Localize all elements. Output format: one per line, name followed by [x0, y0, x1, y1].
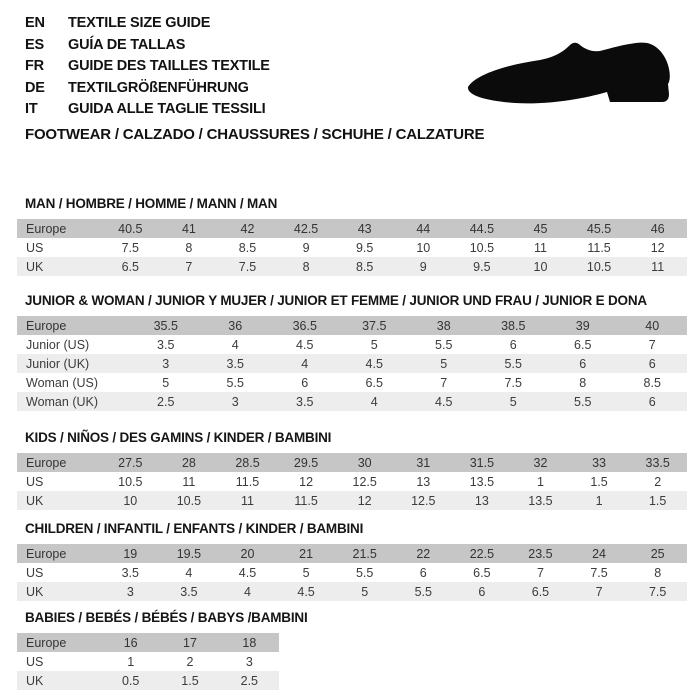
- table-row-europe: [17, 544, 687, 563]
- size-cell: 40: [645, 318, 660, 333]
- size-cell: 6: [478, 584, 486, 599]
- row-label: US: [26, 240, 44, 255]
- size-cell: 6: [509, 337, 517, 352]
- size-cell: 33: [592, 455, 606, 470]
- size-cell: 11: [533, 240, 547, 255]
- size-cell: 36.5: [292, 318, 317, 333]
- size-cell: 7: [648, 337, 656, 352]
- section-man: [17, 196, 687, 276]
- table-row-uk: [17, 491, 687, 510]
- size-cell: 10.5: [586, 259, 612, 274]
- size-cell: 7.5: [590, 565, 608, 580]
- size-cell: 10.5: [176, 493, 202, 508]
- table-row-us: [17, 238, 687, 257]
- size-cell: 12.5: [352, 474, 377, 489]
- size-table-man: [17, 219, 687, 276]
- size-cell: 40.5: [118, 221, 143, 236]
- size-cell: 24: [592, 546, 606, 561]
- size-cell: 13: [474, 493, 489, 508]
- table-row-europe: [17, 453, 687, 472]
- size-cell: 4.5: [238, 565, 257, 580]
- row-label: Europe: [26, 221, 67, 236]
- size-cell: 6.5: [473, 565, 491, 580]
- size-cell: 10.5: [118, 474, 143, 489]
- guide-title: TEXTILGRÖßENFÜHRUNG: [68, 79, 249, 96]
- size-cell: 1: [127, 654, 135, 669]
- size-cell: 3: [162, 356, 170, 371]
- table-row-uk: [17, 582, 687, 601]
- row-label: Woman (US): [26, 375, 99, 390]
- size-cell: 4: [231, 337, 239, 352]
- size-cell: 45: [533, 221, 548, 236]
- row-label: Europe: [26, 635, 67, 650]
- guide-title: GUIDE DES TAILLES TEXTILE: [68, 58, 270, 75]
- size-cell: 30: [357, 455, 372, 470]
- size-cell: 3.5: [121, 565, 139, 580]
- table-row-uk: [17, 671, 279, 690]
- guide-title: GUÍA DE TALLAS: [68, 36, 186, 53]
- size-cell: 9.5: [355, 240, 374, 255]
- size-cell: 5.5: [504, 356, 522, 371]
- size-cell: 6: [301, 375, 309, 390]
- table-row-europe: [17, 316, 687, 335]
- size-cell: 8: [654, 565, 662, 580]
- size-table-kids: [17, 453, 687, 510]
- size-cell: 11.5: [235, 474, 260, 489]
- size-cell: 6.5: [574, 337, 592, 352]
- size-cell: 1: [595, 493, 603, 508]
- size-cell: 2: [654, 474, 662, 489]
- size-cell: 11.5: [587, 240, 611, 255]
- size-cell: 21.5: [352, 546, 377, 561]
- size-cell: 25: [650, 546, 665, 561]
- size-cell: 6.5: [121, 259, 139, 274]
- size-cell: 35.5: [153, 318, 178, 333]
- size-cell: 8: [185, 240, 193, 255]
- size-cell: 33.5: [645, 455, 670, 470]
- row-label: US: [26, 654, 44, 669]
- size-cell: 0.5: [121, 673, 140, 688]
- language-row: [25, 56, 270, 78]
- size-cell: 7: [185, 259, 193, 274]
- size-cell: 43: [357, 221, 372, 236]
- size-cell: 10: [123, 493, 138, 508]
- size-cell: 37.5: [362, 318, 387, 333]
- size-cell: 8.5: [238, 240, 257, 255]
- size-cell: 4.5: [435, 394, 453, 409]
- size-cell: 41: [181, 221, 196, 236]
- size-cell: 38.5: [501, 318, 526, 333]
- size-cell: 44.5: [469, 221, 495, 236]
- size-cell: 11: [182, 474, 196, 489]
- table-row-woman-uk: [17, 392, 687, 411]
- size-cell: 19: [123, 546, 138, 561]
- size-cell: 9: [419, 259, 427, 274]
- size-cell: 9.5: [473, 259, 491, 274]
- size-cell: 4: [244, 584, 251, 599]
- size-cell: 46: [650, 221, 665, 236]
- size-cell: 3.5: [296, 394, 314, 409]
- size-cell: 7: [440, 375, 448, 390]
- size-cell: 19.5: [176, 546, 202, 561]
- size-cell: 4: [185, 565, 193, 580]
- row-label: UK: [26, 493, 44, 508]
- table-row-junior-uk: [17, 354, 687, 373]
- size-cell: 38: [436, 318, 451, 333]
- size-cell: 6.5: [365, 375, 383, 390]
- table-row-us: [17, 563, 687, 582]
- row-label: Woman (UK): [26, 394, 99, 409]
- size-cell: 22.5: [469, 546, 495, 561]
- size-cell: 21: [299, 546, 314, 561]
- size-cell: 2.5: [157, 394, 175, 409]
- size-cell: 17: [183, 635, 197, 650]
- dress-shoe-icon: [455, 30, 695, 120]
- size-cell: 5: [162, 375, 170, 390]
- size-cell: 6: [579, 356, 587, 371]
- size-cell: 13: [416, 474, 431, 489]
- size-cell: 3: [231, 394, 239, 409]
- size-cell: 7: [536, 565, 544, 580]
- size-cell: 5: [440, 356, 448, 371]
- table-row-europe: [17, 633, 279, 652]
- size-cell: 4: [370, 394, 378, 409]
- section-title-man: MAN / HOMBRE / HOMME / MANN / MAN: [25, 196, 278, 211]
- size-cell: 18: [242, 635, 257, 650]
- size-cell: 11: [651, 259, 665, 274]
- guide-title: GUIDA ALLE TAGLIE TESSILI: [68, 101, 266, 118]
- size-cell: 3: [245, 654, 253, 669]
- language-row: [25, 13, 270, 35]
- size-cell: 4.5: [296, 337, 314, 352]
- guide-title: TEXTILE SIZE GUIDE: [68, 15, 211, 31]
- table-row-us: [17, 652, 279, 671]
- section-title-babies: BABIES / BEBÉS / BÉBÉS / BABYS /BAMBINI: [25, 610, 308, 625]
- size-cell: 44: [416, 221, 431, 236]
- size-cell: 10: [533, 259, 548, 274]
- size-cell: 6: [648, 394, 656, 409]
- size-cell: 8: [579, 375, 587, 390]
- size-cell: 1.5: [181, 673, 199, 688]
- size-cell: 31.5: [469, 455, 495, 470]
- size-cell: 42.5: [293, 221, 319, 236]
- size-cell: 28.5: [235, 455, 260, 470]
- size-cell: 4: [301, 356, 309, 371]
- language-row: [25, 99, 270, 121]
- size-cell: 8.5: [643, 375, 661, 390]
- size-cell: 39: [575, 318, 590, 333]
- size-cell: 7.5: [648, 584, 667, 599]
- size-cell: 29.5: [293, 455, 319, 470]
- size-cell: 3.5: [180, 584, 198, 599]
- language-code: EN: [25, 15, 45, 31]
- size-cell: 5: [509, 394, 517, 409]
- size-cell: 13.5: [528, 493, 553, 508]
- row-label: UK: [26, 673, 44, 688]
- table-row-junior-us: [17, 335, 687, 354]
- size-cell: 1.5: [648, 493, 667, 508]
- size-cell: 23.5: [528, 546, 553, 561]
- size-cell: 5: [361, 584, 369, 599]
- size-cell: 7: [595, 584, 603, 599]
- size-cell: 4.5: [365, 356, 383, 371]
- size-cell: 12.5: [411, 493, 436, 508]
- size-cell: 7.5: [121, 240, 139, 255]
- size-cell: 5.5: [355, 565, 374, 580]
- size-cell: 20: [240, 546, 255, 561]
- size-cell: 6: [648, 356, 656, 371]
- size-cell: 11.5: [294, 493, 318, 508]
- size-cell: 4.5: [297, 584, 315, 599]
- language-row: [25, 78, 270, 100]
- table-row-uk: [17, 257, 687, 276]
- table-row-woman-us: [17, 373, 687, 392]
- size-cell: 12: [650, 240, 665, 255]
- size-table-babies: [17, 633, 279, 690]
- section-kids: [17, 430, 687, 510]
- size-cell: 36: [228, 318, 243, 333]
- size-cell: 5.5: [574, 394, 592, 409]
- category-title: FOOTWEAR / CALZADO / CHAUSSURES / SCHUHE / CALZATURE: [25, 126, 485, 143]
- size-cell: 9: [302, 240, 310, 255]
- size-cell: 7.5: [238, 259, 257, 274]
- section-babies: [17, 610, 687, 690]
- size-cell: 10: [416, 240, 431, 255]
- size-cell: 3: [126, 584, 134, 599]
- size-cell: 6.5: [531, 584, 550, 599]
- size-cell: 1: [536, 474, 544, 489]
- section-title-children: CHILDREN / INFANTIL / ENFANTS / KINDER / BAMBINI: [25, 521, 364, 536]
- language-code: IT: [25, 101, 38, 118]
- size-cell: 16: [123, 635, 138, 650]
- size-cell: 12: [299, 474, 314, 489]
- size-cell: 45.5: [586, 221, 612, 236]
- section-junior-woman: [17, 293, 687, 411]
- language-code: ES: [25, 36, 44, 53]
- section-title-junior-woman: JUNIOR & WOMAN / JUNIOR Y MUJER / JUNIOR ET FEMME / JUNIOR UND FRAU / JUNIOR E DONA: [25, 293, 647, 308]
- size-cell: 8.5: [355, 259, 374, 274]
- row-label: US: [26, 474, 44, 489]
- size-cell: 8: [302, 259, 310, 274]
- size-cell: 13.5: [469, 474, 495, 489]
- size-cell: 5: [302, 565, 310, 580]
- row-label: Junior (US): [26, 337, 90, 352]
- size-cell: 27.5: [118, 455, 143, 470]
- size-cell: 5.5: [226, 375, 244, 390]
- language-row: [25, 35, 270, 57]
- size-cell: 11: [240, 493, 254, 508]
- size-table-children: [17, 544, 687, 601]
- size-cell: 7.5: [504, 375, 522, 390]
- size-cell: 2.5: [240, 673, 259, 688]
- size-cell: 28: [181, 455, 196, 470]
- row-label: Europe: [26, 455, 67, 470]
- row-label: UK: [26, 584, 44, 599]
- size-cell: 31: [416, 455, 431, 470]
- size-cell: 6: [419, 565, 427, 580]
- size-cell: 3.5: [157, 337, 175, 352]
- language-code: FR: [25, 58, 44, 75]
- size-cell: 2: [186, 654, 194, 669]
- size-table-junior-woman: [17, 316, 687, 411]
- size-cell: 5.5: [414, 584, 432, 599]
- size-cell: 10.5: [469, 240, 495, 255]
- row-label: Europe: [26, 546, 67, 561]
- row-label: US: [26, 565, 44, 580]
- language-title-list: [25, 13, 270, 121]
- size-cell: 12: [357, 493, 372, 508]
- section-title-kids: KIDS / NIÑOS / DES GAMINS / KINDER / BAMBINI: [25, 430, 332, 445]
- size-cell: 32: [533, 455, 548, 470]
- size-cell: 22: [416, 546, 431, 561]
- size-cell: 5: [370, 337, 378, 352]
- table-row-us: [17, 472, 687, 491]
- size-cell: 5.5: [435, 337, 453, 352]
- table-row-europe: [17, 219, 687, 238]
- row-label: Europe: [26, 318, 67, 333]
- language-code: DE: [25, 79, 45, 96]
- row-label: UK: [26, 259, 44, 274]
- row-label: Junior (UK): [26, 356, 90, 371]
- section-children: [17, 521, 687, 601]
- size-cell: 3.5: [226, 356, 244, 371]
- size-cell: 1.5: [590, 474, 608, 489]
- size-cell: 42: [240, 221, 255, 236]
